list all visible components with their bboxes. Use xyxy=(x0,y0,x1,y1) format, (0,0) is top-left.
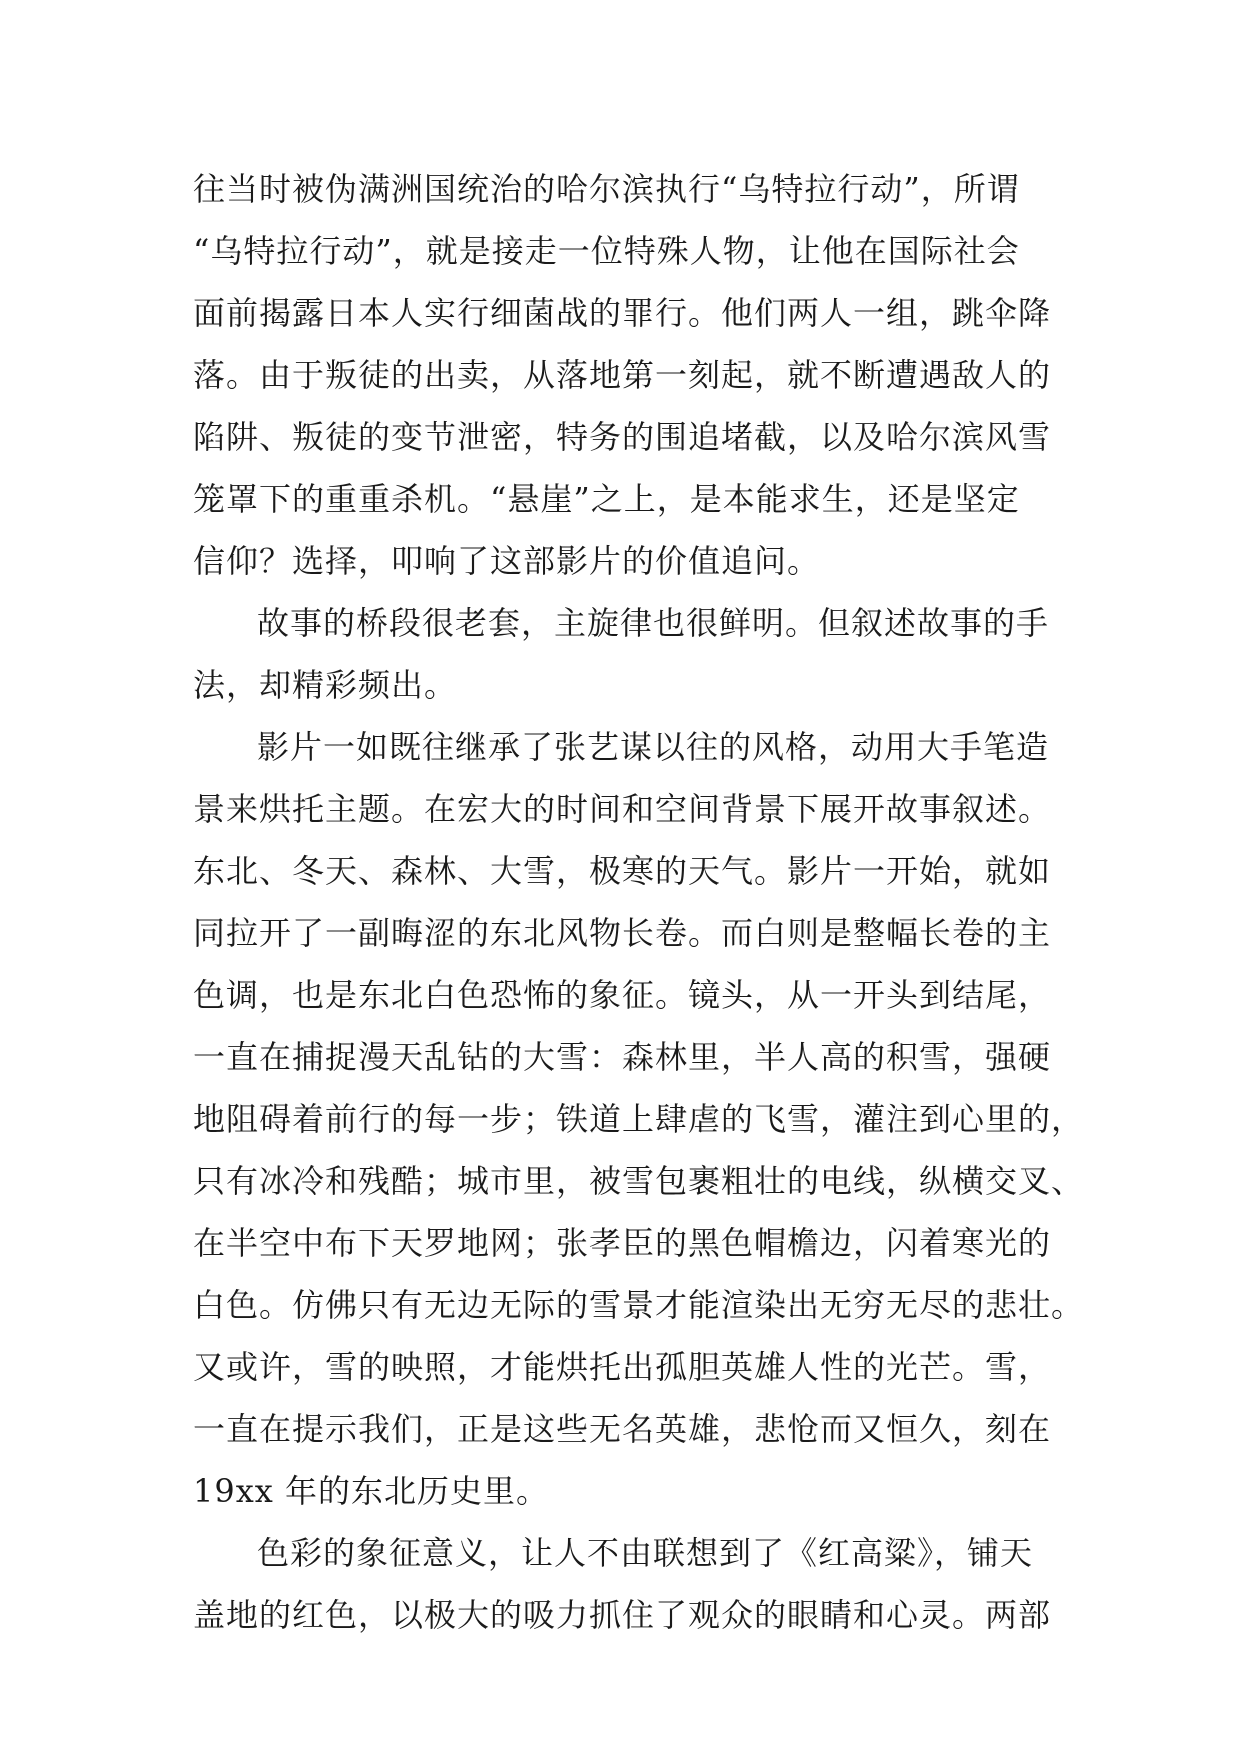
text-line: 面前揭露日本人实行细菌战的罪行。他们两人一组，跳伞降 xyxy=(193,294,1052,332)
text-line: 白色。仿佛只有无边无际的雪景才能渲染出无穷无尽的悲壮。 xyxy=(193,1286,1085,1324)
paragraph-start-line: 影片一如既往继承了张艺谋以往的风格，动用大手笔造 xyxy=(257,728,1050,766)
body-text xyxy=(193,158,1085,1646)
text-line: 一直在提示我们，正是这些无名英雄，悲怆而又恒久，刻在 xyxy=(193,1410,1052,1448)
text-line: 法，却精彩频出。 xyxy=(193,666,458,704)
text-line: 盖地的红色，以极大的吸力抓住了观众的眼睛和心灵。两部 xyxy=(193,1596,1052,1634)
text-line: 陷阱、叛徒的变节泄密，特务的围追堵截，以及哈尔滨风雪 xyxy=(193,418,1052,456)
text-line: 一直在捕捉漫天乱钻的大雪：森林里，半人高的积雪，强硬 xyxy=(193,1038,1052,1076)
paragraph-start-line: 色彩的象征意义，让人不由联想到了《红高粱》，铺天 xyxy=(257,1534,1034,1572)
text-line: 在半空中布下天罗地网；张孝臣的黑色帽檐边，闪着寒光的 xyxy=(193,1224,1052,1262)
text-line: 又或许，雪的映照，才能烘托出孤胆英雄人性的光芒。雪， xyxy=(193,1348,1052,1386)
text-line: 地阻碍着前行的每一步；铁道上肆虐的飞雪，灌注到心里的， xyxy=(193,1100,1085,1138)
text-line: 只有冰冷和残酷；城市里，被雪包裹粗壮的电线，纵横交叉、 xyxy=(193,1162,1085,1200)
text-line: 东北、冬天、森林、大雪，极寒的天气。影片一开始，就如 xyxy=(193,852,1052,890)
text-line: “乌特拉行动”，就是接走一位特殊人物，让他在国际社会 xyxy=(193,232,1020,270)
text-line: 信仰？选择，叩响了这部影片的价值追问。 xyxy=(193,542,821,580)
text-line: 落。由于叛徒的出卖，从落地第一刻起，就不断遭遇敌人的 xyxy=(193,356,1052,394)
text-line: 同拉开了一副晦涩的东北风物长卷。而白则是整幅长卷的主 xyxy=(193,914,1052,952)
paragraph-start-line: 故事的桥段很老套，主旋律也很鲜明。但叙述故事的手 xyxy=(257,604,1050,642)
text-line: 色调，也是东北白色恐怖的象征。镜头，从一开头到结尾， xyxy=(193,976,1052,1014)
text-line: 19xx 年的东北历史里。 xyxy=(193,1472,549,1510)
text-line: 景来烘托主题。在宏大的时间和空间背景下展开故事叙述。 xyxy=(193,790,1052,828)
text-line: 往当时被伪满洲国统治的哈尔滨执行“乌特拉行动”，所谓 xyxy=(193,170,1020,208)
text-line: 笼罩下的重重杀机。“悬崖”之上，是本能求生，还是坚定 xyxy=(193,480,1020,518)
